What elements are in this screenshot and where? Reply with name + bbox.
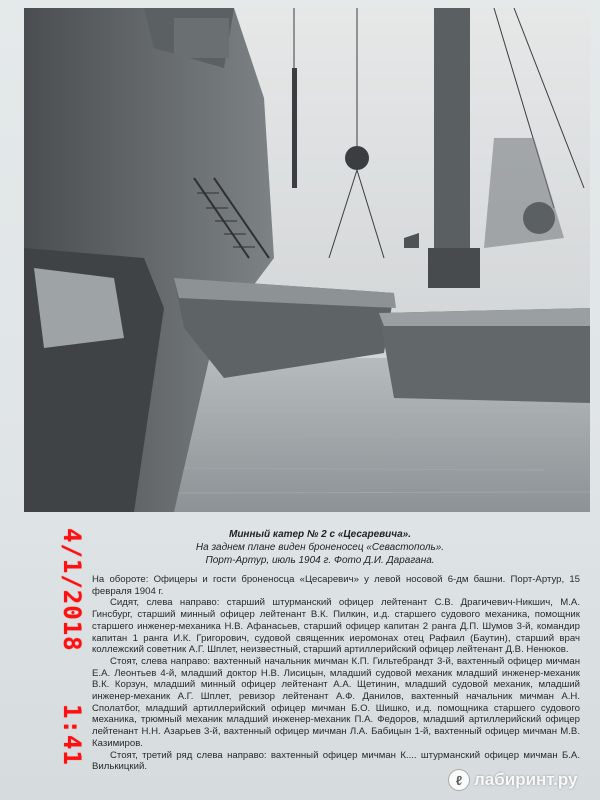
paragraph-third-row: Стоят, третий ряд слева направо: вахтенный офицер мичман К.... штурманский офицер мичман Б.А. Вилькицкий. bbox=[92, 749, 580, 773]
photo-caption-credit: Порт-Артур, июль 1904 г. Фото Д.И. Дарагана. bbox=[205, 555, 435, 566]
time-stamp: 1:41 bbox=[58, 704, 86, 766]
date-stamp: 4/1/2018 bbox=[58, 528, 86, 652]
paragraph-seated: Сидят, слева направо: старший штурманский офицер лейтенант С.В. Драгичевич-Никшич, М.А. Гинсбург, старший минный офицер лейтенант В.К. Пилкин, и.д. старшего судового механика, помощник старшего инженер-механика Н.В. Афанасьев, старший офицер капитан 2 ранга Д.П. Шумов 3-й, командир капитан 1 ранга И.К. Григорович, судовой священник иеромонах отец Рафаил (Баутин), старший врач коллежский советник А.Г. Шплет, неизвестный, старший артиллерийский офицер лейтенант Д.В. Ненюков. bbox=[92, 597, 580, 656]
paragraph-standing: Стоят, слева направо: вахтенный начальник мичман К.П. Гильтебрандт 3-й, вахтенный офицер мичман Е.А. Леонтьев 4-й, младший доктор Н.В. Лисицын, младший судовой механик младший инженер-механик В.К. Корзун, младший минный офицер лейтенант А.А. Щетинин, младший судовой механик, младший инженер-механик А.Г. Шплет, ревизор лейтенант А.Ф. Данилов, вахтенный начальник мичман А.Н. Сполатбог, младший артиллерийский офицер мичман Б.О. Шишко, и.д. помощника старшего судового механика, трюмный механик младший инженер-механик П.А. Федоров, младший артиллерийский офицер лейтенант Н.Н. Азарьев 3-й, вахтенный офицер мичман Л.А. Бабицын 1-й, вахтенный офицер мичман М.В. Казимиров. bbox=[92, 655, 580, 749]
watermark-text: лабиринт.ру bbox=[474, 770, 578, 789]
description-text bbox=[92, 574, 580, 773]
site-watermark bbox=[448, 768, 577, 792]
torpedo-boat-photo bbox=[24, 8, 590, 512]
photo-caption-subtitle: На заднем плане виден броненосец «Севастополь». bbox=[195, 542, 445, 553]
paragraph-reverse-side: На обороте: Офицеры и гости броненосца «Цесаревич» у левой носовой 6-дм башни. Порт-Артур, 15 февраля 1904 г. bbox=[92, 574, 580, 597]
photo-caption-title: Минный катер № 2 с «Цесаревича». bbox=[228, 529, 412, 540]
labirint-logo-icon: ℓ bbox=[448, 769, 470, 791]
historical-photo bbox=[24, 8, 590, 512]
